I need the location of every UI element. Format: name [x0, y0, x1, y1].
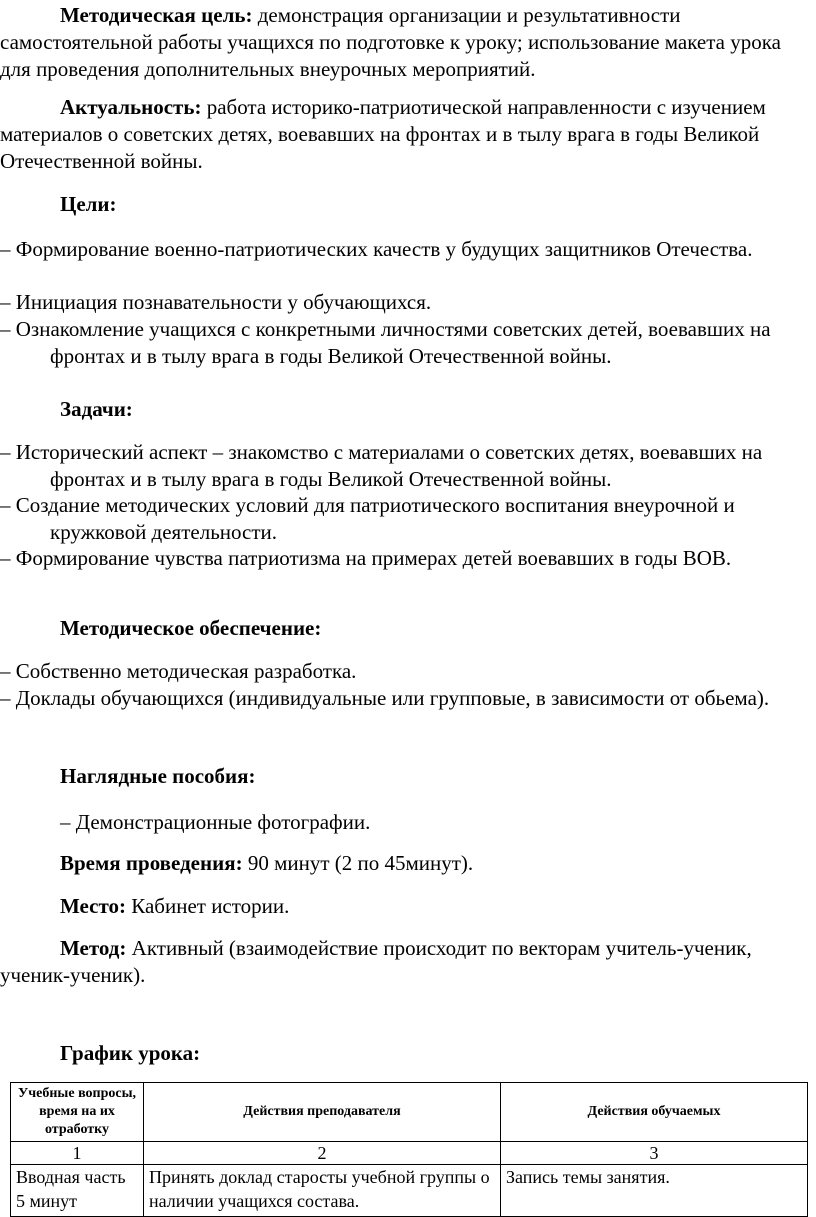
goals-heading: Цели: [60, 192, 117, 216]
support-item: – Доклады обучающихся (индивидуальные или групповые, в зависимости от обьема). [0, 686, 770, 710]
task-item: – Создание методических условий для патриотического воспитания внеурочной и кружковой деятельности. [0, 493, 735, 544]
schedule-table [10, 1082, 808, 1217]
schedule-heading: График урока: [60, 1041, 201, 1065]
visual-aids-item: – Демонстрационные фотографии. [60, 810, 371, 834]
task-item: – Исторический аспект – знакомство с материалами о советских детях, воевавших на фронтах и в тылу врага в годы Великой Отечественной войны. [0, 440, 763, 491]
relevance-paragraph [0, 94, 816, 175]
duration-label: Время проведения: [60, 851, 243, 875]
support-heading: Методическое обеспечение: [60, 616, 322, 640]
table-row [11, 1165, 808, 1217]
tasks-heading: Задачи: [60, 397, 133, 421]
column-header: Действия преподавателя [144, 1083, 501, 1142]
relevance-text: работа историко-патриотической направленности с изучением материалов о советских детях, воевавших на фронтах и в тылу врага в годы Великой Отечественной войны. [0, 95, 766, 173]
method-text: Активный (взаимодействие происходит по векторам учитель-ученик, ученик-ученик). [0, 936, 752, 987]
column-header: Действия обучаемых [501, 1083, 808, 1142]
duration-paragraph [0, 850, 816, 877]
visual-aids-heading: Наглядные пособия: [60, 764, 256, 788]
table-cell: Запись темы занятия. [501, 1165, 808, 1217]
table-number-row [11, 1142, 808, 1165]
column-header: Учебные вопросы, время на их отработку [11, 1083, 144, 1142]
place-label: Место: [60, 894, 126, 918]
method-goal-text: демонстрация организации и результативности самостоятельной работы учащихся по подготовке к уроку; использование макета урока для проведения дополнительных внеурочных мероприятий. [0, 3, 781, 81]
duration-text: 90 минут (2 по 45минут). [242, 851, 474, 875]
goal-item: – Формирование военно-патриотических качеств у будущих защитников Отечества. [0, 237, 753, 261]
support-item: – Собственно методическая разработка. [0, 659, 357, 683]
goal-item: – Инициация познавательности у обучающихся. [0, 290, 432, 314]
method-paragraph [0, 935, 816, 989]
table-cell: Вводная часть 5 минут [11, 1165, 144, 1217]
table-header-row [11, 1083, 808, 1142]
column-number: 3 [501, 1142, 808, 1165]
task-item: – Формирование чувства патриотизма на примерах детей воевавших в годы ВОВ. [0, 546, 732, 570]
method-goal-paragraph [0, 2, 816, 83]
method-label: Метод: [60, 936, 127, 960]
column-number: 2 [144, 1142, 501, 1165]
method-goal-label: Методическая цель: [60, 3, 253, 27]
place-text: Кабинет истории. [125, 894, 290, 918]
column-number: 1 [11, 1142, 144, 1165]
table-cell: Принять доклад старосты учебной группы о наличии учащихся состава. [144, 1165, 501, 1217]
goal-item: – Ознакомление учащихся с конкретными личностями советских детей, воевавших на фронтах и в тылу врага в годы Великой Отечественной войны. [0, 317, 771, 368]
place-paragraph [0, 893, 816, 920]
relevance-label: Актуальность: [60, 95, 202, 119]
